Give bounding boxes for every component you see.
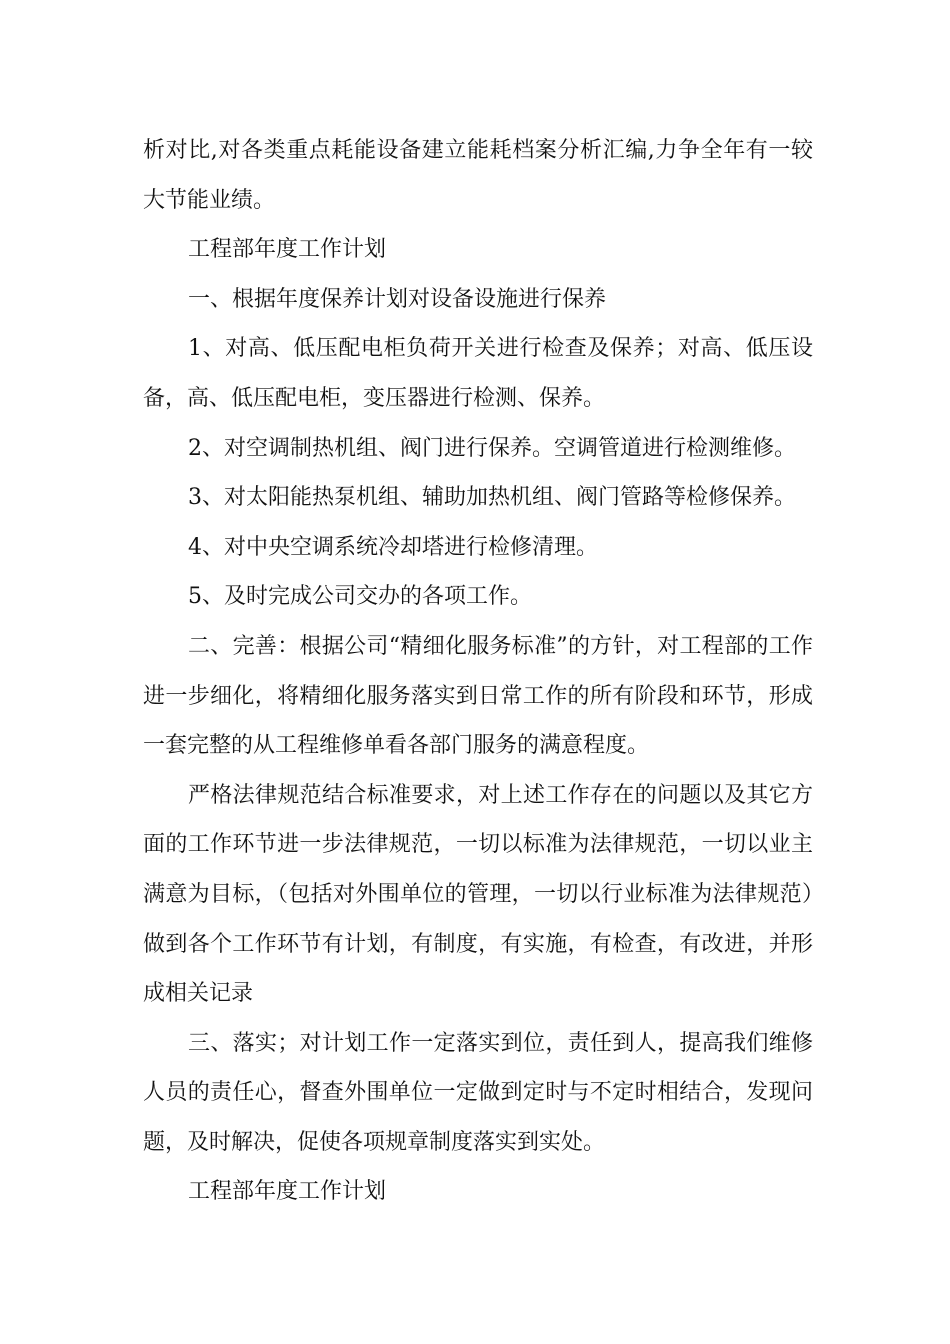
list-item: 4、对中央空调系统冷却塔进行检修清理。 (188, 534, 598, 560)
paragraph: 严格法律规范结合标准要求，对上述工作存在的问题以及其它方面的工作环节进一步法律规范，一切以标准为法律规范，一切以业主满意为目标，（包括对外围单位的管理，一切以行业标准为法律规范）做到各个工作环节有计划，有制度，有实施，有检查，有改进，并形成相关记录 (143, 782, 813, 1007)
list-item: 2、对空调制热机组、阀门进行保养。空调管道进行检测维修。 (188, 435, 796, 461)
list-item: 5、及时完成公司交办的各项工作。 (188, 584, 532, 610)
document-body (143, 126, 813, 1217)
section-heading: 工程部年度工作计划 (188, 1179, 387, 1205)
section-heading: 工程部年度工作计划 (188, 237, 387, 263)
paragraph-continuation: 析对比,对各类重点耗能设备建立能耗档案分析汇编,力争全年有一较大节能业绩。 (143, 138, 813, 213)
list-item: 3、对太阳能热泵机组、辅助加热机组、阀门管路等检修保养。 (188, 485, 796, 511)
paragraph: 一、根据年度保养计划对设备设施进行保养 (188, 286, 607, 312)
list-item: 1、对高、低压配电柜负荷开关进行检查及保养；对高、低压设备，高、低压配电柜，变压器进行检测、保养。 (143, 336, 813, 411)
paragraph: 三、落实；对计划工作一定落实到位，责任到人，提高我们维修人员的责任心，督查外围单位一定做到定时与不定时相结合，发现问题，及时解决，促使各项规章制度落实到实处。 (143, 1030, 813, 1155)
paragraph: 二、完善：根据公司“精细化服务标准”的方针，对工程部的工作进一步细化，将精细化服务落实到日常工作的所有阶段和环节，形成一套完整的从工程维修单看各部门服务的满意程度。 (143, 633, 813, 759)
